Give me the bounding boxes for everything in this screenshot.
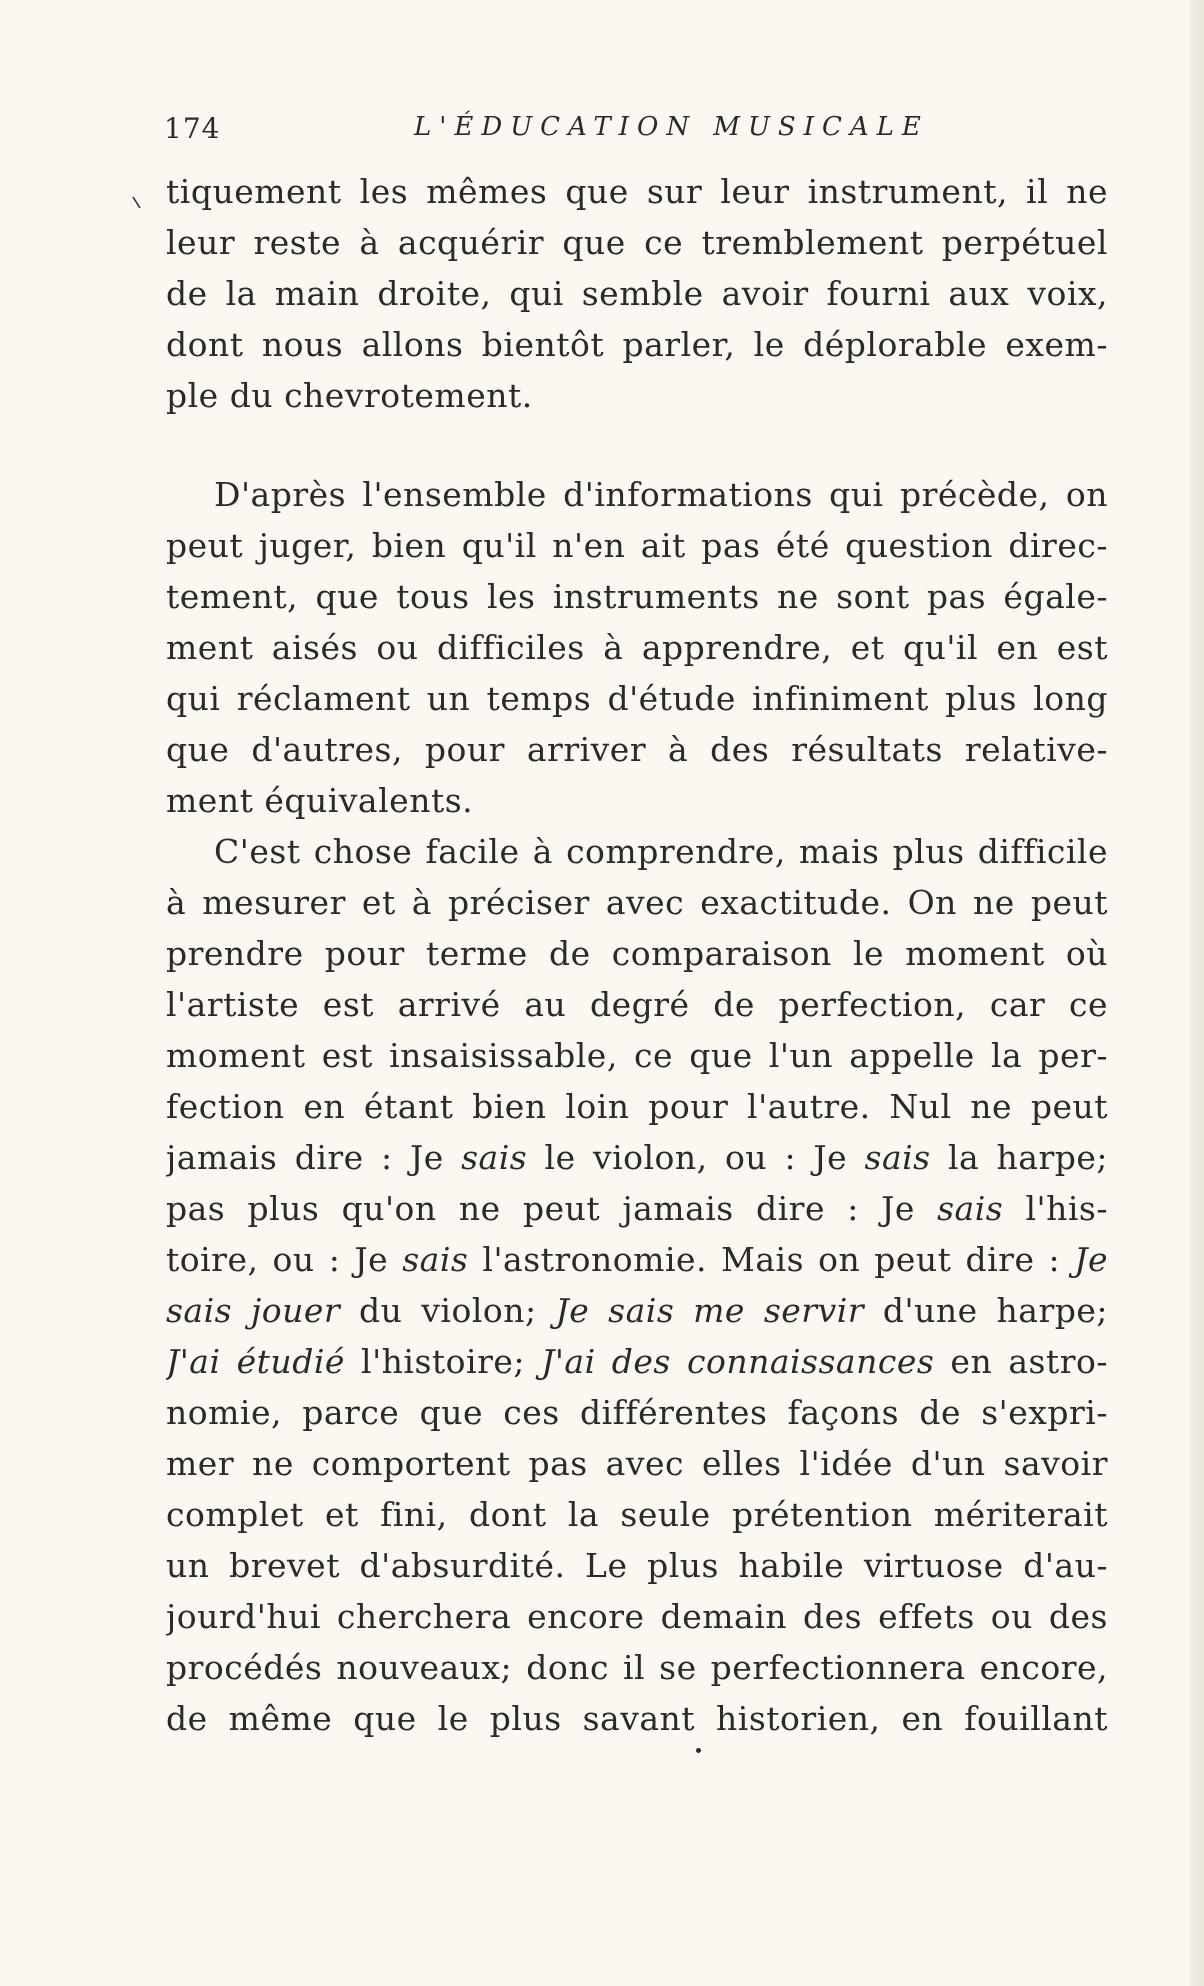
italic-text: Je	[1074, 1240, 1108, 1279]
text-line: dont nous allons bientôt parler, le déplorable exem-	[166, 325, 1108, 364]
text-run: l'histoire;	[344, 1342, 542, 1381]
running-head	[164, 112, 1106, 148]
text-line: prendre pour terme de comparaison le moment où	[166, 934, 1108, 973]
text-line	[166, 1234, 1108, 1285]
text-line: de la main droite, qui semble avoir fourni aux voix,	[166, 274, 1108, 313]
text-run: le violon, ou : Je	[527, 1138, 865, 1177]
italic-text: sais	[864, 1138, 931, 1177]
text-line: peut juger, bien qu'il n'en ait pas été question direc-	[166, 526, 1108, 565]
text-line: leur reste à acquérir que ce tremblement perpétuel	[166, 223, 1108, 262]
italic-text: sais jouer	[166, 1291, 341, 1330]
text-line: à mesurer et à préciser avec exactitude. On ne peut	[166, 883, 1108, 922]
text-line: tement, que tous les instruments ne sont pas égale-	[166, 577, 1108, 616]
text-line	[166, 1285, 1108, 1336]
text-line: C'est chose facile à comprendre, mais plus difficile	[214, 832, 1108, 871]
text-line: D'après l'ensemble d'informations qui précède, on	[214, 475, 1108, 514]
page-number: 174	[164, 112, 221, 145]
text-run: du violon;	[340, 1291, 556, 1330]
text-line: tiquement les mêmes que sur leur instrument, il ne	[166, 172, 1108, 211]
text-line: un brevet d'absurdité. Le plus habile virtuose d'au-	[166, 1546, 1108, 1585]
text-line	[166, 1132, 1108, 1183]
text-line: ment aisés ou difficiles à apprendre, et qu'il en est	[166, 628, 1108, 667]
text-run: la harpe;	[930, 1138, 1108, 1177]
scan-edge	[1190, 0, 1204, 1986]
ink-speck	[696, 1748, 701, 1753]
italic-text: sais	[461, 1138, 528, 1177]
text-run: pas plus qu'on ne peut jamais dire : Je	[166, 1189, 938, 1228]
margin-mark-icon	[132, 196, 142, 210]
text-line: mer ne comportent pas avec elles l'idée d'un savoir	[166, 1444, 1108, 1483]
text-line	[166, 1183, 1108, 1234]
text-line	[166, 1336, 1108, 1387]
italic-text: J'ai des connaissances	[541, 1342, 935, 1381]
text-line: que d'autres, pour arriver à des résultats relative-	[166, 730, 1108, 769]
text-line: qui réclament un temps d'étude infiniment plus long	[166, 679, 1108, 718]
text-line: fection en étant bien loin pour l'autre. Nul ne peut	[166, 1087, 1108, 1126]
text-line: ple du chevrotement.	[166, 376, 533, 415]
text-run: en astro-	[934, 1342, 1108, 1381]
italic-text: Je sais me servir	[555, 1291, 865, 1330]
text-line: moment est insaisissable, ce que l'un appelle la per-	[166, 1036, 1108, 1075]
text-line: nomie, parce que ces différentes façons de s'expri-	[166, 1393, 1108, 1432]
italic-text: J'ai étudié	[166, 1342, 345, 1381]
text-line: l'artiste est arrivé au degré de perfection, car ce	[166, 985, 1108, 1024]
body-text	[166, 166, 1108, 1744]
text-line: de même que le plus savant historien, en fouillant	[166, 1699, 1108, 1738]
text-run: l'astronomie. Mais on peut dire :	[468, 1240, 1075, 1279]
text-line: jourd'hui cherchera encore demain des effets ou des	[166, 1597, 1108, 1636]
italic-text: sais	[402, 1240, 469, 1279]
text-run: jamais dire : Je	[166, 1138, 462, 1177]
text-line: ment équivalents.	[166, 781, 474, 820]
text-run: l'his-	[1003, 1189, 1108, 1228]
running-title: L'ÉDUCATION MUSICALE	[414, 112, 929, 142]
text-line: procédés nouveaux; donc il se perfectionnera encore,	[166, 1648, 1108, 1687]
italic-text: sais	[937, 1189, 1004, 1228]
text-run: toire, ou : Je	[166, 1240, 403, 1279]
text-run: d'une harpe;	[864, 1291, 1108, 1330]
text-line: complet et fini, dont la seule prétention mériterait	[166, 1495, 1108, 1534]
